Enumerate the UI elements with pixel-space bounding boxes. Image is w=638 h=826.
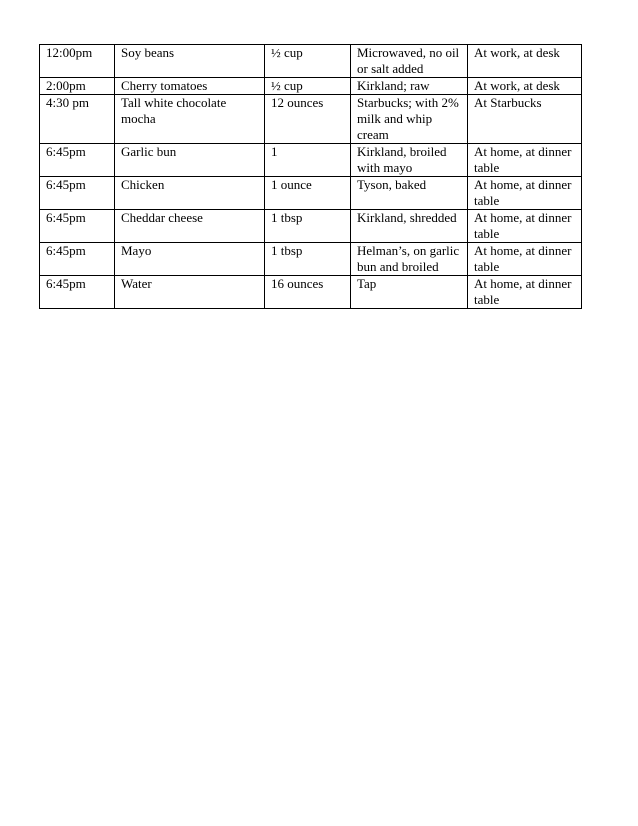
time-cell: 12:00pm <box>40 45 115 78</box>
location-cell: At home, at dinner table <box>468 276 582 309</box>
location-cell: At work, at desk <box>468 78 582 95</box>
table-row <box>40 276 582 309</box>
preparation-cell: Tap <box>351 276 468 309</box>
food-cell: Mayo <box>115 243 265 276</box>
location-cell: At home, at dinner table <box>468 243 582 276</box>
amount-cell: ½ cup <box>265 45 351 78</box>
food-cell: Chicken <box>115 177 265 210</box>
time-cell: 6:45pm <box>40 210 115 243</box>
location-cell: At home, at dinner table <box>468 177 582 210</box>
time-cell: 2:00pm <box>40 78 115 95</box>
table-row <box>40 95 582 144</box>
location-cell: At home, at dinner table <box>468 210 582 243</box>
table-row <box>40 78 582 95</box>
table-row <box>40 243 582 276</box>
amount-cell: ½ cup <box>265 78 351 95</box>
food-log-body <box>40 45 582 309</box>
food-cell: Tall white chocolate mocha <box>115 95 265 144</box>
amount-cell: 12 ounces <box>265 95 351 144</box>
location-cell: At work, at desk <box>468 45 582 78</box>
preparation-cell: Kirkland; raw <box>351 78 468 95</box>
time-cell: 6:45pm <box>40 177 115 210</box>
time-cell: 6:45pm <box>40 243 115 276</box>
preparation-cell: Microwaved, no oil or salt added <box>351 45 468 78</box>
preparation-cell: Kirkland, broiled with mayo <box>351 144 468 177</box>
amount-cell: 1 tbsp <box>265 210 351 243</box>
preparation-cell: Tyson, baked <box>351 177 468 210</box>
time-cell: 6:45pm <box>40 276 115 309</box>
preparation-cell: Kirkland, shredded <box>351 210 468 243</box>
amount-cell: 1 <box>265 144 351 177</box>
time-cell: 6:45pm <box>40 144 115 177</box>
food-cell: Soy beans <box>115 45 265 78</box>
food-cell: Cherry tomatoes <box>115 78 265 95</box>
food-cell: Cheddar cheese <box>115 210 265 243</box>
food-cell: Water <box>115 276 265 309</box>
amount-cell: 16 ounces <box>265 276 351 309</box>
amount-cell: 1 ounce <box>265 177 351 210</box>
food-cell: Garlic bun <box>115 144 265 177</box>
table-row <box>40 177 582 210</box>
preparation-cell: Helman’s, on garlic bun and broiled <box>351 243 468 276</box>
amount-cell: 1 tbsp <box>265 243 351 276</box>
time-cell: 4:30 pm <box>40 95 115 144</box>
location-cell: At home, at dinner table <box>468 144 582 177</box>
preparation-cell: Starbucks; with 2% milk and whip cream <box>351 95 468 144</box>
table-row <box>40 144 582 177</box>
table-row <box>40 45 582 78</box>
food-log-table <box>39 44 582 309</box>
table-row <box>40 210 582 243</box>
location-cell: At Starbucks <box>468 95 582 144</box>
